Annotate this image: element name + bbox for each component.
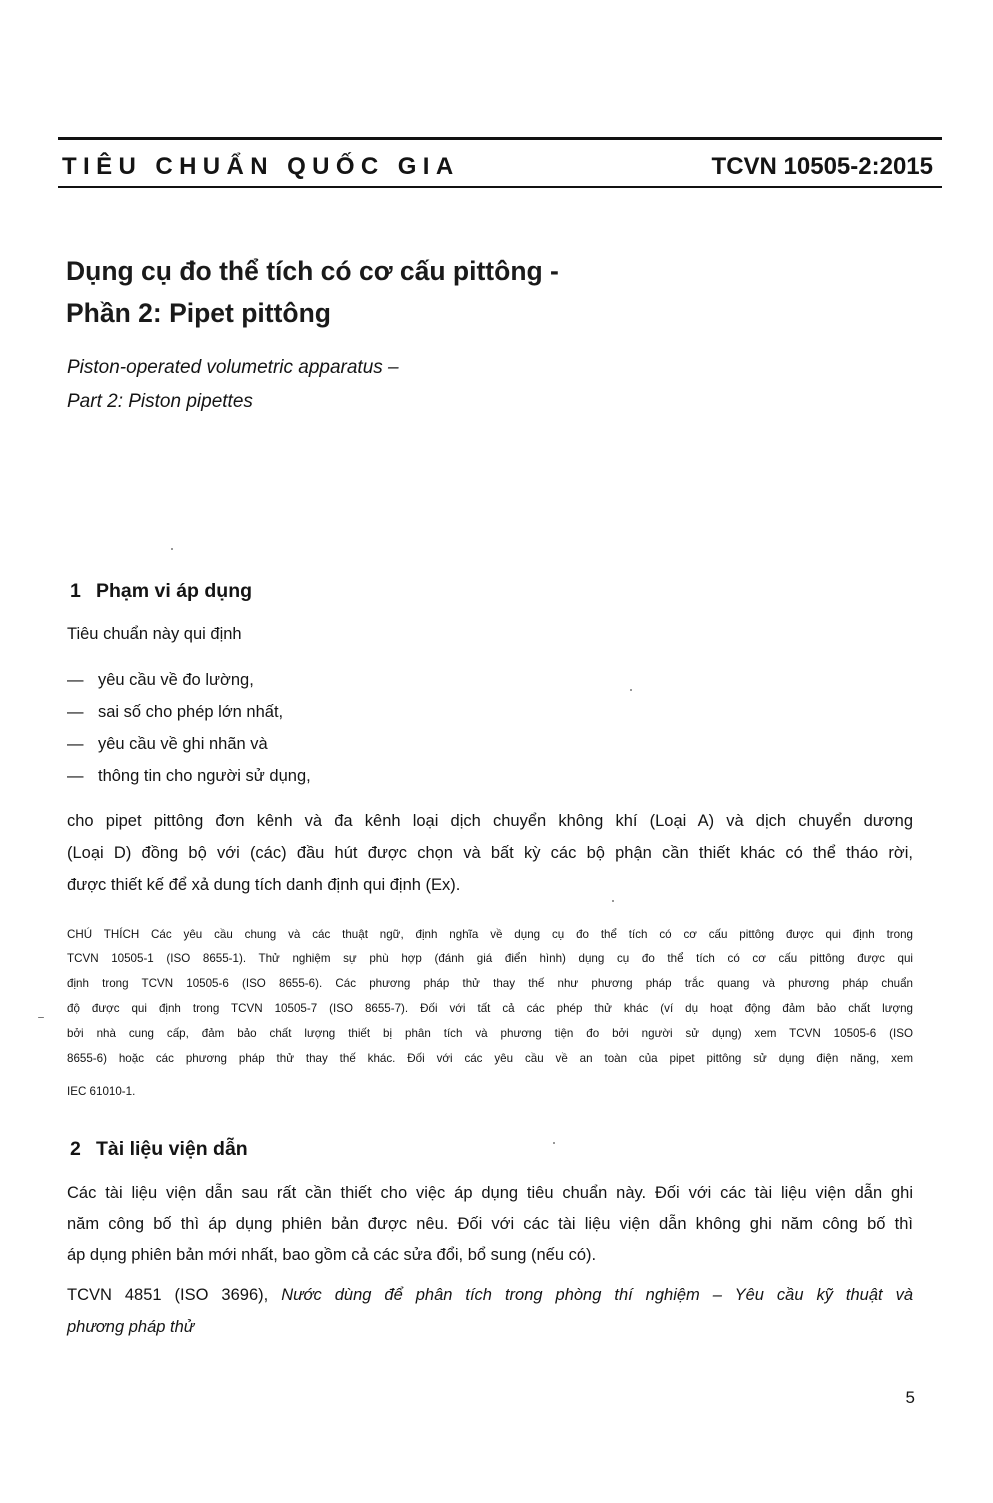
bullet-dash: — [67, 671, 84, 689]
paragraph-line: áp dụng phiên bản mới nhất, bao gồm cả các sửa đổi, bổ sung (nếu có). [67, 1246, 597, 1264]
scan-speck [553, 1142, 555, 1144]
section-1-intro: Tiêu chuẩn này qui định [67, 625, 242, 643]
scan-speck [612, 900, 614, 902]
page-number: 5 [905, 1388, 915, 1407]
header-bottom-rule [58, 186, 942, 188]
list-item-text: sai số cho phép lớn nhất, [98, 703, 284, 721]
standard-code: TCVN 10505-2:2015 [711, 153, 933, 180]
paragraph-line: cho pipet pittông đơn kênh và đa kênh loại dịch chuyển không khí (Loại A) và dịch chuyển dương [67, 812, 913, 830]
bullet-dash: — [67, 767, 84, 785]
section-number: 1 [70, 580, 81, 602]
scan-speck [38, 1017, 44, 1018]
scan-speck [171, 548, 173, 550]
section-title: Tài liệu viện dẫn [96, 1138, 248, 1160]
note-line: 8655-6) hoặc các phương pháp thử thay thế khác. Đối với các yêu cầu về an toàn của pipet pittông sử dụng điện năng, xem [67, 1052, 913, 1065]
standard-type-label: TIÊU CHUẨN QUỐC GIA [62, 153, 460, 180]
reference-title-continued: phương pháp thử [67, 1318, 195, 1336]
list-item [67, 671, 254, 690]
section-title: Phạm vi áp dụng [96, 580, 253, 602]
bullet-dash: — [67, 735, 84, 753]
document-title-line-1: Dụng cụ đo thể tích có cơ cấu pittông - [66, 256, 559, 286]
english-title-line-1: Piston-operated volumetric apparatus – [67, 357, 399, 378]
section-1-heading [70, 580, 252, 603]
paragraph-line: được thiết kế để xả dung tích danh định qui định (Ex). [67, 876, 461, 894]
paragraph-line: năm công bố thì áp dụng phiên bản được nêu. Đối với các tài liệu viện dẫn không ghi năm công bố thì [67, 1215, 913, 1233]
note-line: TCVN 10505-1 (ISO 8655-1). Thử nghiệm sự phù hợp (đánh giá điển hình) dụng cụ đo thể tích có cơ cấu pittông được qui [67, 952, 913, 965]
note-line: độ được qui định trong TCVN 10505-7 (ISO 8655-7). Đối với tất cả các phép thử khác (ví dụ hoạt động đảm bảo chất lượng [67, 1002, 913, 1015]
section-2-heading [70, 1138, 248, 1161]
reference-title: Nước dùng để phân tích trong phòng thí nghiệm – Yêu cầu kỹ thuật và [281, 1286, 914, 1304]
note-line: IEC 61010-1. [67, 1085, 136, 1098]
scan-speck [630, 689, 632, 691]
list-item-text: thông tin cho người sử dụng, [98, 767, 311, 785]
list-item [67, 735, 268, 754]
bullet-dash: — [67, 703, 84, 721]
list-item-text: yêu cầu về ghi nhãn và [98, 735, 268, 753]
note-line: bởi nhà cung cấp, đảm bảo chất lượng thiết bị phân tích và phương tiện đo bởi người sử dụng) xem TCVN 10505-6 (ISO [67, 1027, 913, 1040]
reference-code: TCVN 4851 (ISO 3696), [67, 1286, 269, 1304]
paragraph-line: Các tài liệu viện dẫn sau rất cần thiết cho việc áp dụng tiêu chuẩn này. Đối với các tài liệu viện dẫn ghi [67, 1184, 913, 1202]
list-item [67, 703, 283, 722]
list-item [67, 767, 311, 786]
note-line: CHÚ THÍCH Các yêu cầu chung và các thuật ngữ, định nghĩa về dụng cụ đo thể tích có cơ cấu pittông được qui định trong [67, 928, 913, 941]
document-title-line-2: Phần 2: Pipet pittông [66, 298, 331, 328]
paragraph-line: (Loại D) đồng bộ với (các) đầu hút được chọn và bất kỳ các bộ phận cần thiết khác có thể tháo rời, [67, 844, 913, 862]
list-item-text: yêu cầu về đo lường, [98, 671, 254, 689]
header-top-rule [58, 137, 942, 140]
note-line: định trong TCVN 10505-6 (ISO 8655-6). Các phương pháp thử thay thế như phương pháp trắc quang và phương pháp chuẩn [67, 977, 913, 990]
english-title-line-2: Part 2: Piston pipettes [67, 391, 253, 412]
section-number: 2 [70, 1138, 81, 1160]
normative-reference [67, 1286, 913, 1305]
